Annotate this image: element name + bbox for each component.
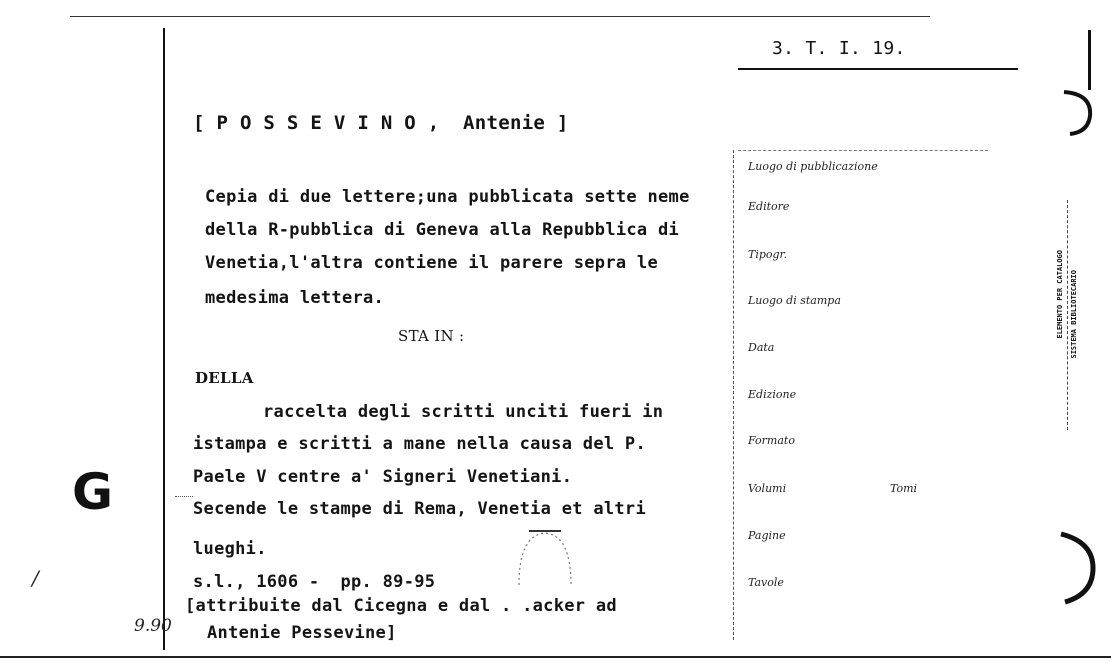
form-top-dashes <box>738 150 988 151</box>
title-line-4: medesima lettera. <box>205 288 385 308</box>
bottom-edge-rule <box>0 656 1111 658</box>
card-left-margin-line <box>163 28 165 650</box>
top-edge-rule <box>70 16 930 17</box>
note-line-1: [attribuite dal Cicegna e dal . .acker ad <box>185 596 617 616</box>
title-line-1: Cepia di due lettere;una pubblicata sette neme <box>205 187 690 207</box>
field-pagine: Pagine <box>748 529 786 542</box>
source-line-2: istampa e scritti a mane nella causa del P. <box>193 434 646 454</box>
field-luogo-pubblicazione: Luogo di pubblicazione <box>748 160 878 173</box>
side-stamp-rule <box>1067 200 1068 430</box>
della-label: DELLA <box>195 369 254 387</box>
handwritten-number: 9.90 <box>134 616 172 636</box>
field-tavole: Tavole <box>748 576 784 589</box>
field-edizione: Edizione <box>748 388 797 401</box>
field-tomi: Tomi <box>890 482 918 495</box>
title-line-3: Venetia,l'altra contiene il parere sepra le <box>205 253 658 273</box>
field-luogo-stampa: Luogo di stampa <box>748 294 841 307</box>
index-letter: G <box>72 463 114 521</box>
field-volumi: Volumi <box>748 482 787 495</box>
field-data: Data <box>748 341 775 354</box>
source-line-1: raccelta degli scritti unciti fueri in <box>263 402 664 422</box>
binding-hole-top <box>1060 80 1100 140</box>
field-formato: Formato <box>748 434 795 447</box>
dotted-mark <box>175 496 193 497</box>
source-line-5: lueghi. <box>193 539 267 559</box>
binding-hole-bottom <box>1055 528 1100 608</box>
form-column-divider <box>733 150 734 640</box>
imprint-line: s.l., 1606 - pp. 89-95 <box>193 572 436 592</box>
right-edge-line <box>1088 30 1091 90</box>
source-line-3: Paele V centre a' Signeri Venetiani. <box>193 467 573 487</box>
sta-in-label: STA IN : <box>398 327 465 345</box>
note-line-2: Antenie Pessevine] <box>207 623 397 643</box>
field-tipogr: Tipogr. <box>748 248 788 261</box>
side-stamp-line1: SISTEMA BIBLIOTECARIO <box>1070 270 1078 359</box>
field-editore: Editore <box>748 200 790 213</box>
source-line-4: Secende le stampe di Rema, Venetia et altri <box>193 499 646 519</box>
faint-stamp-mark <box>505 525 585 595</box>
shelfmark-underline <box>738 68 1018 70</box>
shelfmark: 3. T. I. 19. <box>772 38 906 59</box>
author-heading: [ P O S S E V I N O , Antenie ] <box>193 112 569 134</box>
title-line-2: della R-pubblica di Geneva alla Repubblica di <box>205 220 680 240</box>
margin-mark: / <box>32 566 39 590</box>
side-stamp-line2: ELEMENTO PER CATALOGO <box>1056 250 1064 339</box>
